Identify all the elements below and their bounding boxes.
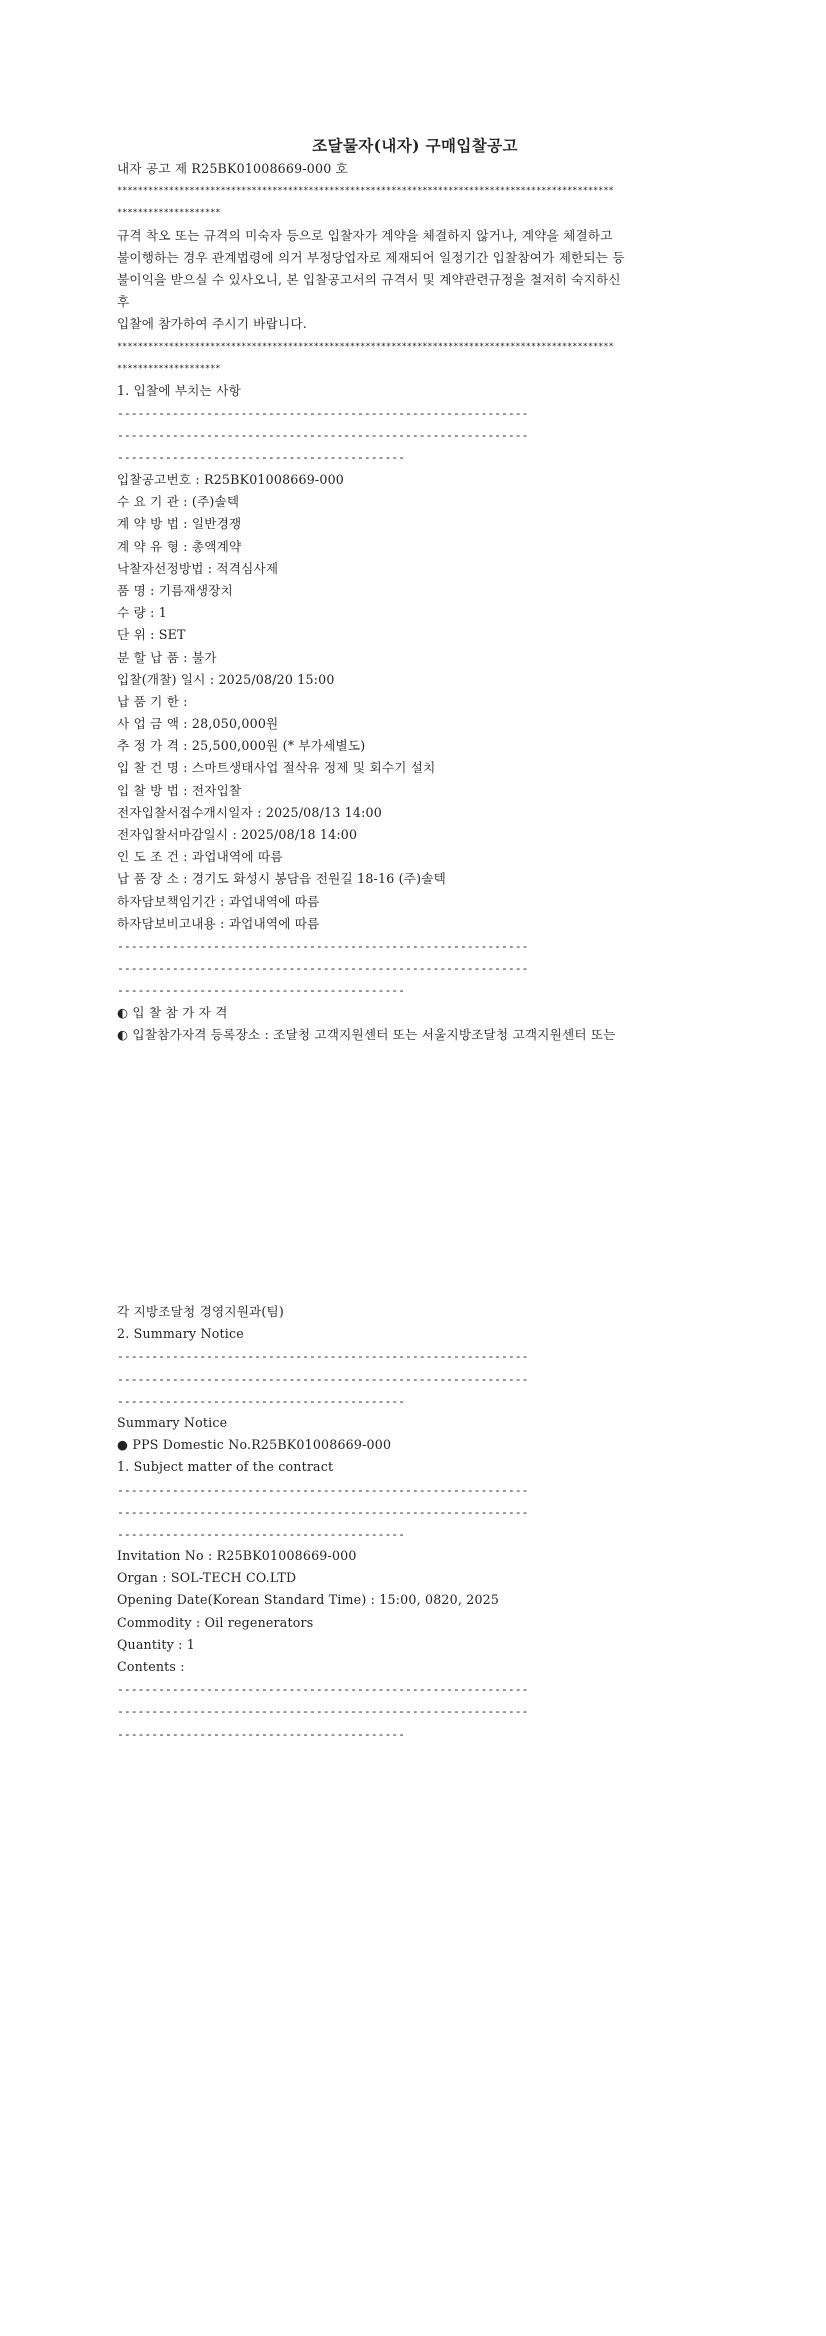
detail-submission-start: 전자입찰서접수개시일자 : 2025/08/13 14:00 [117,804,382,820]
dash-divider: ------------------------------------------------------------ [117,406,529,421]
warning-line: 불이행하는 경우 관계법령에 의거 부정당업자로 제재되어 일정기간 입찰참여가 제한되는 등 [117,249,625,265]
detail-unit: 단 위 : SET [117,627,186,643]
star-divider: ************************************************************************************************ [117,341,614,352]
warning-line: 입찰에 참가하여 주시기 바랍니다. [117,316,307,332]
dash-divider-tail: ------------------------------------------ [117,1393,406,1408]
star-divider-tail: ******************** [117,363,221,374]
page-title: 조달물자(내자) 구매입찰공고 [312,136,518,155]
dash-divider-tail: ------------------------------------------ [117,1726,406,1741]
detail-contract-method: 계 약 방 법 : 일반경쟁 [117,516,242,532]
dash-divider: ------------------------------------------------------------ [117,428,529,443]
dash-divider: ------------------------------------------------------------ [117,1349,529,1364]
detail-bid-method: 입 찰 방 법 : 전자입찰 [117,782,242,798]
qualification-heading: ◐ 입 찰 참 가 자 격 [117,1004,228,1020]
detail-delivery-place: 납 품 장 소 : 경기도 화성시 봉담읍 전원길 18-16 (주)솔텍 [117,871,446,887]
dash-divider: ------------------------------------------------------------ [117,1682,529,1697]
detail-item-name: 품 명 : 기름재생장치 [117,582,233,598]
summary-notice-title: Summary Notice [117,1414,228,1430]
dash-divider: ------------------------------------------------------------ [117,1504,529,1519]
star-divider: ************************************************************************************************ [117,186,614,197]
dash-divider: ------------------------------------------------------------ [117,961,529,976]
detail-bid-title: 입 찰 건 명 : 스마트생태사업 절삭유 정제 및 회수기 설치 [117,760,436,776]
detail-warranty-period: 하자담보책임기간 : 과업내역에 따름 [117,893,320,909]
warning-line: 후 [117,294,130,310]
dash-divider-tail: ------------------------------------------ [117,450,406,465]
detail-award-method: 낙찰자선정방법 : 적격심사제 [117,560,279,576]
dash-divider: ------------------------------------------------------------ [117,1704,529,1719]
warning-line: 규격 착오 또는 규격의 미숙자 등으로 입찰자가 계약을 체결하지 않거나, 계약을 체결하고 [117,227,613,243]
notice-number-line: 내자 공고 제 R25BK01008669-000 호 [117,161,348,176]
section-2-heading: 2. Summary Notice [117,1326,244,1342]
qualification-text: ◐ 입찰참가자격 등록장소 : 조달청 고객지원센터 또는 서울지방조달청 고객지원센터 또는 [117,1026,616,1042]
detail-opening-datetime: 입찰(개찰) 일시 : 2025/08/20 15:00 [117,671,335,687]
detail-estimated-price: 추 정 가 격 : 25,500,000원 (* 부가세별도) [117,738,366,754]
section-1-heading: 1. 입찰에 부치는 사항 [117,382,241,398]
english-commodity: Commodity : Oil regenerators [117,1614,314,1630]
detail-warranty-remarks: 하자담보비고내용 : 과업내역에 따름 [117,915,320,931]
pps-domestic-line: ● PPS Domestic No.R25BK01008669-000 [117,1437,392,1453]
detail-bid-notice-number: 입찰공고번호 : R25BK01008669-000 [117,472,345,487]
english-invitation-no: Invitation No : R25BK01008669-000 [117,1548,357,1564]
notice-header-block [117,158,713,469]
subject-matter-heading: 1. Subject matter of the contract [117,1459,334,1475]
warning-line: 불이익을 받으실 수 있사오니, 본 입찰공고서의 규격서 및 계약관련규정을 철저히 숙지하신 [117,271,621,287]
detail-delivery-deadline: 납 품 기 한 : [117,693,188,709]
regional-office-line: 각 지방조달청 경영지원과(팀) [117,1304,285,1319]
bid-details-block [117,469,713,1046]
detail-contract-type: 계 약 유 형 : 총액계약 [117,538,242,554]
english-organ: Organ : SOL-TECH CO.LTD [117,1570,297,1586]
english-opening-date: Opening Date(Korean Standard Time) : 15:00, 0820, 2025 [117,1592,500,1608]
star-divider-tail: ******************** [117,208,221,219]
detail-demand-agency: 수 요 기 관 : (주)솔텍 [117,494,240,510]
english-quantity: Quantity : 1 [117,1636,195,1652]
detail-split-delivery: 분 할 납 품 : 불가 [117,649,217,665]
dash-divider-tail: ------------------------------------------ [117,983,406,998]
dash-divider: ------------------------------------------------------------ [117,1371,529,1386]
detail-submission-deadline: 전자입찰서마감일시 : 2025/08/18 14:00 [117,827,358,842]
dash-divider: ------------------------------------------------------------ [117,1482,529,1497]
detail-quantity: 수 량 : 1 [117,605,167,621]
english-contents: Contents : [117,1659,185,1674]
dash-divider-tail: ------------------------------------------ [117,1526,406,1541]
summary-block [117,1301,713,1745]
detail-project-amount: 사 업 금 액 : 28,050,000원 [117,716,279,732]
detail-delivery-terms: 인 도 조 건 : 과업내역에 따름 [117,849,283,865]
dash-divider: ------------------------------------------------------------ [117,938,529,953]
